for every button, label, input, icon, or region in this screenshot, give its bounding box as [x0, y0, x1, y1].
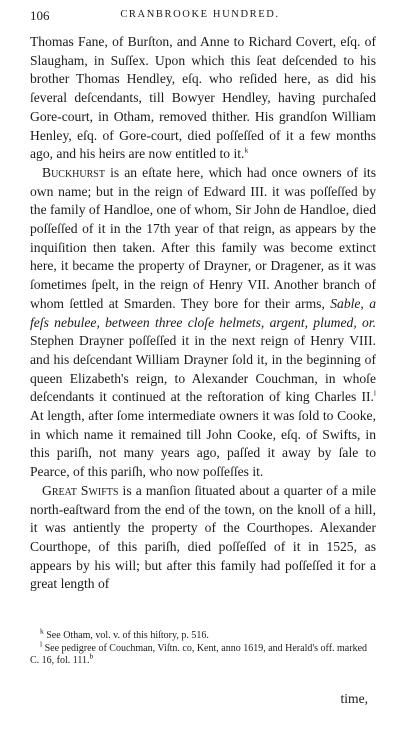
estate-name: Buckhurst — [42, 164, 105, 180]
paragraph-text: is an eſtate here, which had once owners of its own name; but in the reign of Edward III. it was poſſeſſed by the family of Handloe, one of whom, Sir John de Handloe, died poſſeſſed of it in the 17th year of that reign, as appears by the inquiſition then taken. After this family was become extinct here, it became the property of Drayner, or Dragener, as it was ſometimes ſpelt, in the reign of Henry VII. Another branch of whom ſettled at Smarden. They bore for their arms, — [30, 164, 376, 311]
paragraph-text: is a manſion ſituated about a quarter of a mile north-eaſtward from the end of the town, on the knoll of a hill, it was antiently the property of the Courthopes. Alexander Courthope, of this pariſh, died poſſeſſed of it in 1525, as appears by his will; but after this family had poſſeſſed it for a great length of — [30, 482, 376, 592]
footnote-mark: k — [40, 626, 44, 636]
arms-blazon: Sable, a feſs nebulee, between three cloſe helmets, argent, plumed, or. — [30, 295, 376, 330]
paragraph-2 — [30, 164, 376, 482]
footnotes — [30, 626, 376, 668]
page-header — [30, 8, 370, 28]
footnote-reference: l — [373, 388, 376, 398]
paragraph-text: Thomas Fane, of Burſton, and Anne to Richard Covert, eſq. of Slaugham, in Suſſex. Upon which this ſeat deſcended to his brother Thomas Hendley, eſq. who reſided here, as did his ſeveral deſcendants, till Bowyer Hendley, having purchaſed Gore-court, in Otham, removed thither. His grandſon William Henley, eſq. of Gore-court, died poſſeſſed of it a few months ago, and his heirs are now entitled to it. — [30, 34, 376, 162]
paragraph-1 — [30, 33, 376, 164]
catchword: time, — [340, 691, 368, 706]
page-number: 106 — [30, 8, 50, 23]
paragraph-text: At length, after ſome intermediate owners it was ſold to Cooke, in which name it remained till John Cooke, eſq. of Swifts, in this pariſh, not many years ago, paſſed it away by ſale to Pearce, of this pariſh, who now poſſeſſes it. — [30, 408, 376, 480]
paragraph-text: Stephen Drayner poſſeſſed it in the next reign of Henry VIII. and his deſcendant William Drayner ſold it, in the beginning of queen Elizabeth's reign, to Alexander Couchman, in whoſe deſcendants it continued at the reſtoration of king Charles II. — [30, 333, 376, 405]
paragraph-3 — [30, 482, 376, 594]
running-title: CRANBROOKE HUNDRED. — [120, 9, 280, 20]
footnote-text: See pedigree of Couchman, Viſtn. co, Kent, anno 1619, and Herald's off. marked C. 16, fol. 111. — [30, 642, 368, 666]
footnote — [30, 626, 376, 643]
footnote — [30, 639, 376, 668]
footnote-mark: l — [40, 639, 43, 649]
footnote-reference: k — [244, 145, 249, 155]
body-text — [30, 33, 376, 594]
footnote-text: See Otham, vol. v. of this hiſtory, p. 516. — [43, 630, 209, 641]
footnote-mark: b — [89, 651, 94, 661]
estate-name: Great Swifts — [42, 482, 119, 498]
